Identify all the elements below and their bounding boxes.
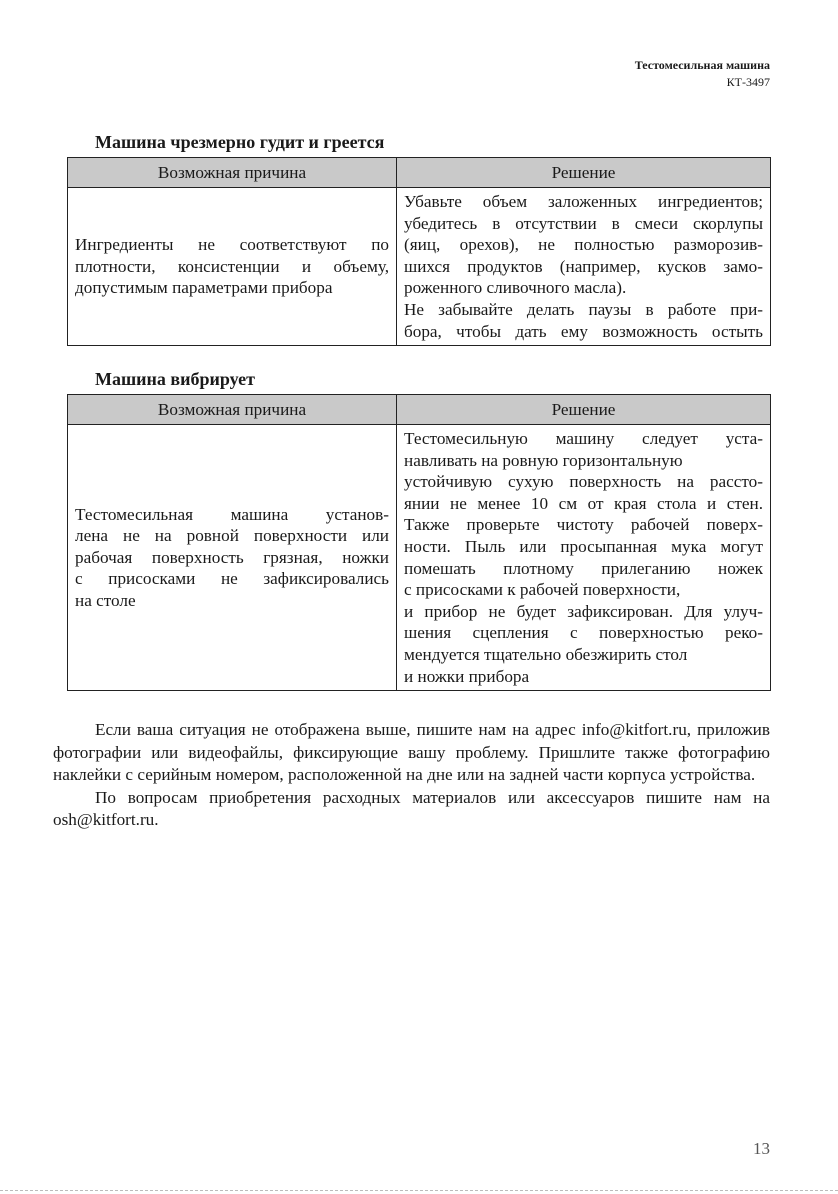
table-row xyxy=(68,425,771,691)
solution-line: роженного сливочного масла). xyxy=(404,278,627,298)
solution-line: Также проверьте чистоту рабочей поверх- xyxy=(404,515,763,535)
solution-line: шения сцепления с поверхностью реко- xyxy=(404,623,763,643)
cause-line: плотности, консистенции и объему, xyxy=(75,256,389,276)
solution-line: ности. Пыль или просыпанная мука могут xyxy=(404,536,763,556)
table-row xyxy=(68,188,771,346)
section-heading-noise: Машина чрезмерно гудит и греется xyxy=(95,132,385,152)
table-header-row xyxy=(68,158,771,188)
solution-cell xyxy=(397,188,771,346)
table-header-row xyxy=(68,395,771,425)
solution-line: навливать на ровную горизонтальную xyxy=(404,450,683,470)
solution-line: янии не менее 10 см от края стола и стен. xyxy=(404,493,763,513)
solution-line: помешать плотному прилеганию ножек xyxy=(404,558,763,578)
solution-line: с присосками к рабочей поверхности, xyxy=(404,580,681,600)
header-model: КТ-3497 xyxy=(726,75,770,89)
solution-line: убедитесь в отсутствии в смеси скорлупы xyxy=(404,213,763,233)
troubleshooting-table-noise xyxy=(67,157,771,346)
solution-line: Тестомесильную машину следует уста- xyxy=(404,429,763,448)
cause-line: Тестомесильная машина установ- xyxy=(75,504,389,524)
cause-line: лена не на ровной поверхности или xyxy=(75,526,389,546)
cause-line: допустимым параметрами прибора xyxy=(75,278,333,298)
solution-line: Не забывайте делать паузы в работе при- xyxy=(404,299,763,319)
solution-line: и ножки прибора xyxy=(404,666,530,686)
contact-text xyxy=(53,719,770,832)
column-header-solution: Решение xyxy=(397,158,771,188)
troubleshooting-table-vibration xyxy=(67,394,771,691)
solution-line: и прибор не будет зафиксирован. Для улуч- xyxy=(404,601,763,621)
column-header-solution: Решение xyxy=(397,395,771,425)
cause-line: Ингредиенты не соответствуют по xyxy=(75,235,389,255)
page-bottom-divider xyxy=(0,1190,838,1191)
accessories-paragraph: По вопросам приобретения расходных материалов или аксессуаров пишите нам на osh@kitfort.ru. xyxy=(53,787,770,830)
page-number: 13 xyxy=(753,1139,770,1158)
solution-line: шихся продуктов (например, кусков замо- xyxy=(404,256,763,276)
cause-line: с присосками не зафиксировались xyxy=(75,569,389,589)
contact-paragraph: Если ваша ситуация не отображена выше, пишите нам на адрес info@kitfort.ru, приложив фотографии или видеофайлы, фиксирующие вашу проблему. Пришлите также фотографию наклейки с серийным номером, расположенной на дне или на задней части корпуса устройства. xyxy=(53,720,770,785)
solution-line: мендуется тщательно обезжирить стол xyxy=(404,644,688,664)
cause-cell xyxy=(68,425,397,691)
solution-line: (яиц, орехов), не полностью разморозив- xyxy=(404,235,763,255)
solution-line: устойчивую сухую поверхность на рассто- xyxy=(404,472,763,492)
page-header xyxy=(635,57,770,91)
column-header-cause: Возможная причина xyxy=(68,395,397,425)
solution-line: Убавьте объем заложенных ингредиентов; xyxy=(404,192,763,211)
cause-line: на столе xyxy=(75,590,136,610)
solution-cell xyxy=(397,425,771,691)
column-header-cause: Возможная причина xyxy=(68,158,397,188)
cause-cell xyxy=(68,188,397,346)
section-heading-vibration: Машина вибрирует xyxy=(95,369,255,389)
cause-line: рабочая поверхность грязная, ножки xyxy=(75,547,389,567)
solution-line: бора, чтобы дать ему возможность остыть xyxy=(404,321,763,341)
header-product-title: Тестомесильная машина xyxy=(634,58,770,72)
